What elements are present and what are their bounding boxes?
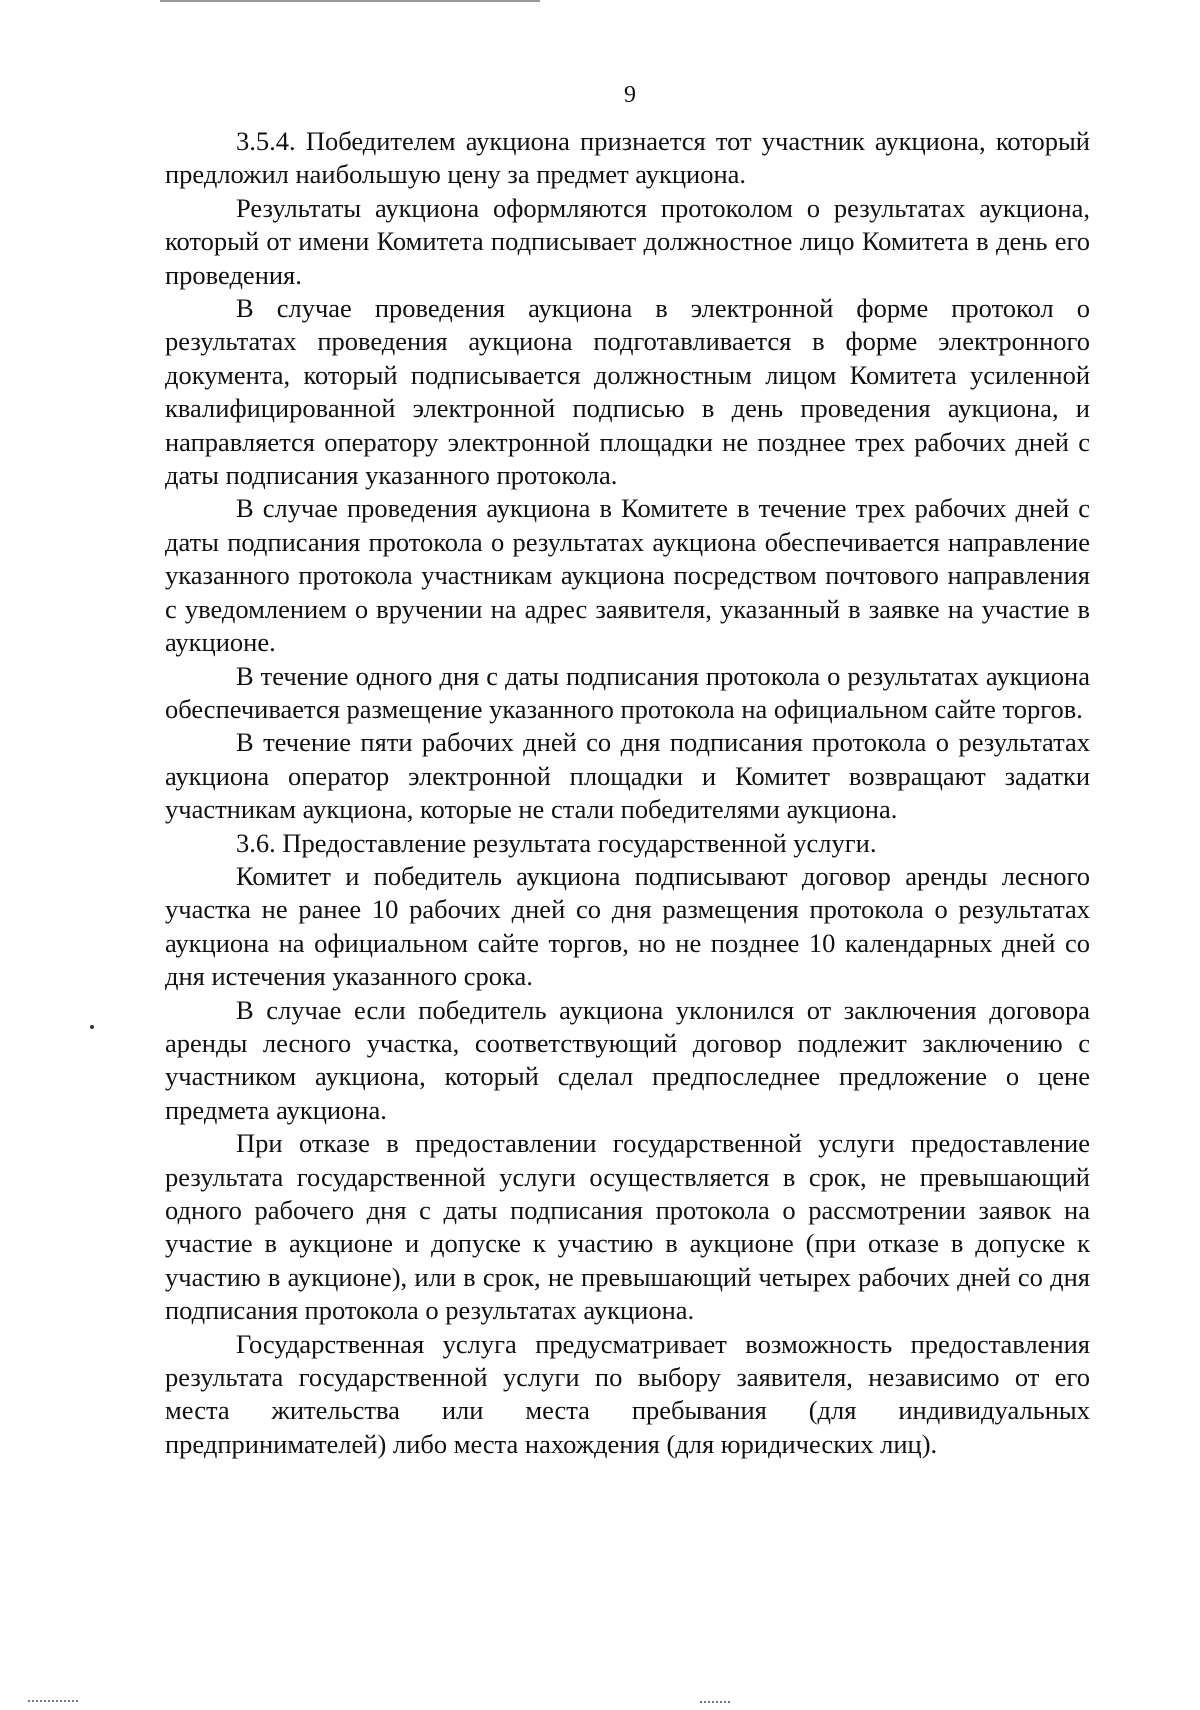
document-body: [165, 125, 1090, 1461]
paragraph-protocol-publication: В течение одного дня с даты подписания протокола о результатах аукциона обеспечивается размещение указанного протокола на официальном сайте торгов.: [165, 660, 1090, 724]
scan-artifact-specks: [28, 1700, 78, 1704]
paragraph-service-availability: Государственная услуга предусматривает возможность предоставления результата государственной услуги по выбору заявителя, независимо от его места жительства или места пребывания (для индивидуальных предпринимателей) либо места нахождения (для юридических лиц).: [165, 1328, 1090, 1459]
paragraph-committee-auction: В случае проведения аукциона в Комитете в течение трех рабочих дней с даты подписания протокола о результатах аукциона обеспечивается направление указанного протокола участникам аукциона посредством почтового направления с уведомлением о вручении на адрес заявителя, указанный в заявке на участие в аукционе.: [165, 493, 1090, 658]
paragraph-3-5-4: 3.5.4. Победителем аукциона признается тот участник аукциона, который предложил наибольшую цену за предмет аукциона.: [165, 126, 1090, 190]
paragraph-winner-evasion: В случае если победитель аукциона уклонился от заключения договора аренды лесного участка, соответствующий договор подлежит заключению с участником аукциона, который сделал предпоследнее предложение о цене предмета аукциона.: [165, 994, 1090, 1125]
scan-artifact-specks: [700, 1701, 730, 1705]
paragraph-lease-signing: Комитет и победитель аукциона подписывают договор аренды лесного участка не ранее 10 рабочих дней со дня размещения протокола о результатах аукциона на официальном сайте торгов, но не позднее 10 календарных дней со дня истечения указанного срока.: [165, 860, 1090, 992]
paragraph-auction-results: Результаты аукциона оформляются протоколом о результатах аукциона, который от имени Комитета подписывает должностное лицо Комитета в день его проведения.: [165, 192, 1090, 290]
scan-edge-line: [160, 0, 540, 2]
paragraph-deposit-return: В течение пяти рабочих дней со дня подписания протокола о результатах аукциона оператор электронной площадки и Комитет возвращают задатки участникам аукциона, которые не стали победителями аукциона.: [165, 727, 1090, 825]
paragraph-electronic-protocol: В случае проведения аукциона в электронной форме протокол о результатах проведения аукциона подготавливается в форме электронного документа, который подписывается должностным лицом Комитета усиленной квалифицированной электронной подписью в день проведения аукциона, и направляется оператору электронной площадки не позднее трех рабочих дней с даты подписания указанного протокола.: [165, 293, 1090, 491]
scan-artifact-dot: [90, 1025, 94, 1029]
paragraph-3-6-heading: 3.6. Предоставление результата государственной услуги.: [236, 827, 877, 858]
page-number: 9: [624, 82, 636, 108]
paragraph-refusal-terms: При отказе в предоставлении государственной услуги предоставление результата государственной услуги осуществляется в срок, не превышающий одного рабочего дня с даты подписания протокола о рассмотрении заявок на участие в аукционе и допуске к участию в аукционе (при отказе в допуске к участию в аукционе), или в срок, не превышающий четырех рабочих дней со дня подписания протокола о результатах аукциона.: [165, 1128, 1090, 1326]
